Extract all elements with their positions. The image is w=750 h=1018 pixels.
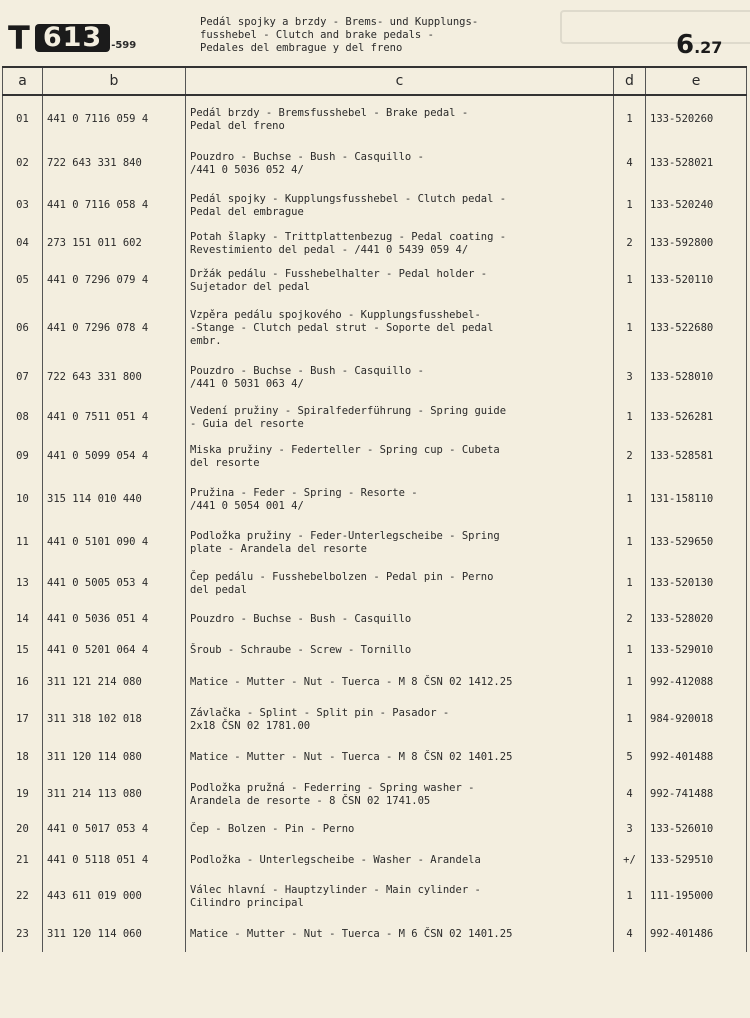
column-header-b: b — [43, 67, 186, 95]
page-number-sub: .27 — [694, 38, 723, 57]
cell-e: 133-528020 — [646, 604, 747, 635]
cell-a: 08 — [3, 399, 43, 436]
cell-a: 14 — [3, 604, 43, 635]
cell-d: 1 — [614, 184, 646, 227]
column-header-e: e — [646, 67, 747, 95]
tatra-logo — [8, 19, 137, 57]
cell-c: Pedál brzdy - Bremsfusshebel - Brake pedal - Pedal del freno — [186, 95, 614, 143]
table-row — [3, 845, 747, 876]
cell-d: 3 — [614, 356, 646, 399]
cell-b: 441 0 5036 051 4 — [43, 604, 186, 635]
cell-c: Pouzdro - Buchse - Bush - Casquillo - /441 0 5036 052 4/ — [186, 143, 614, 184]
cell-c: Držák pedálu - Fusshebelhalter - Pedal holder - Sujetador del pedal — [186, 260, 614, 301]
cell-a: 20 — [3, 814, 43, 845]
cell-a: 09 — [3, 436, 43, 477]
table-row — [3, 301, 747, 356]
cell-d: 2 — [614, 604, 646, 635]
cell-a: 23 — [3, 917, 43, 952]
cell-e: 992-741488 — [646, 775, 747, 814]
cell-b: 441 0 7296 079 4 — [43, 260, 186, 301]
cell-b: 311 120 114 060 — [43, 917, 186, 952]
page-number-main: 6 — [676, 30, 695, 60]
cell-b: 441 0 5017 053 4 — [43, 814, 186, 845]
cell-d: 1 — [614, 260, 646, 301]
table-row — [3, 95, 747, 143]
cell-a: 02 — [3, 143, 43, 184]
cell-e: 133-592800 — [646, 227, 747, 260]
cell-e: 992-412088 — [646, 666, 747, 699]
cell-d: 1 — [614, 95, 646, 143]
cell-b: 311 318 102 018 — [43, 699, 186, 740]
cell-e: 133-526281 — [646, 399, 747, 436]
cell-c: Čep - Bolzen - Pin - Perno — [186, 814, 614, 845]
table-row — [3, 666, 747, 699]
cell-e: 133-529650 — [646, 522, 747, 563]
cell-b: 441 0 5201 064 4 — [43, 635, 186, 666]
cell-c: Pružina - Feder - Spring - Resorte - /441 0 5054 001 4/ — [186, 477, 614, 522]
cell-a: 22 — [3, 876, 43, 917]
table-row — [3, 399, 747, 436]
cell-c: Pouzdro - Buchse - Bush - Casquillo — [186, 604, 614, 635]
cell-a: 01 — [3, 95, 43, 143]
cell-e: 133-528581 — [646, 436, 747, 477]
cell-a: 19 — [3, 775, 43, 814]
cell-d: 1 — [614, 477, 646, 522]
column-header-a: a — [3, 67, 43, 95]
logo-number: 613 — [35, 24, 110, 52]
cell-d: 1 — [614, 399, 646, 436]
cell-a: 21 — [3, 845, 43, 876]
cell-c: Čep pedálu - Fusshebelbolzen - Pedal pin - Perno del pedal — [186, 563, 614, 604]
cell-e: 984-920018 — [646, 699, 747, 740]
cell-a: 05 — [3, 260, 43, 301]
cell-d: 4 — [614, 917, 646, 952]
cell-e: 133-520130 — [646, 563, 747, 604]
cell-b: 722 643 331 800 — [43, 356, 186, 399]
cell-e: 133-520260 — [646, 95, 747, 143]
cell-a: 16 — [3, 666, 43, 699]
table-row — [3, 635, 747, 666]
cell-b: 441 0 7296 078 4 — [43, 301, 186, 356]
page-header — [0, 0, 750, 66]
cell-c: Podložka pružiny - Feder-Unterlegscheibe - Spring plate - Arandela del resorte — [186, 522, 614, 563]
cell-b: 722 643 331 840 — [43, 143, 186, 184]
table-row — [3, 563, 747, 604]
cell-b: 315 114 010 440 — [43, 477, 186, 522]
cell-c: Potah šlapky - Trittplattenbezug - Pedal coating - Revestimiento del pedal - /441 0 5439 059 4/ — [186, 227, 614, 260]
table-row — [3, 814, 747, 845]
table-row — [3, 775, 747, 814]
cell-d: 2 — [614, 436, 646, 477]
page-number — [676, 32, 722, 61]
cell-b: 441 0 5099 054 4 — [43, 436, 186, 477]
cell-e: 131-158110 — [646, 477, 747, 522]
cell-b: 441 0 7116 059 4 — [43, 95, 186, 143]
cell-c: Vzpěra pedálu spojkového - Kupplungsfusshebel- -Stange - Clutch pedal strut - Soporte del pedal embr. — [186, 301, 614, 356]
page-title: Pedál spojky a brzdy - Brems- und Kupplungs- fusshebel - Clutch and brake pedals - Pedales del embrague y del freno — [200, 16, 479, 54]
cell-e: 133-522680 — [646, 301, 747, 356]
cell-d: 5 — [614, 740, 646, 775]
cell-b: 311 214 113 080 — [43, 775, 186, 814]
table-row — [3, 227, 747, 260]
cell-c: Vedení pružiny - Spiralfederführung - Spring guide - Guia del resorte — [186, 399, 614, 436]
cell-b: 441 0 7116 058 4 — [43, 184, 186, 227]
cell-a: 07 — [3, 356, 43, 399]
cell-b: 441 0 5118 051 4 — [43, 845, 186, 876]
cell-d: 3 — [614, 814, 646, 845]
cell-c: Matice - Mutter - Nut - Tuerca - M 6 ČSN 02 1401.25 — [186, 917, 614, 952]
table-row — [3, 740, 747, 775]
table-row — [3, 356, 747, 399]
table-row — [3, 917, 747, 952]
table-row — [3, 699, 747, 740]
cell-e: 133-520110 — [646, 260, 747, 301]
cell-d: 1 — [614, 522, 646, 563]
cell-e: 133-528010 — [646, 356, 747, 399]
table-row — [3, 522, 747, 563]
cell-d: 1 — [614, 666, 646, 699]
cell-c: Matice - Mutter - Nut - Tuerca - M 8 ČSN 02 1412.25 — [186, 666, 614, 699]
logo-letter: T — [8, 19, 30, 57]
logo-suffix: -599 — [111, 39, 137, 51]
cell-a: 03 — [3, 184, 43, 227]
cell-e: 133-520240 — [646, 184, 747, 227]
table-row — [3, 184, 747, 227]
cell-d: 4 — [614, 143, 646, 184]
parts-table — [2, 66, 747, 952]
column-header-c: c — [186, 67, 614, 95]
cell-d: +/ — [614, 845, 646, 876]
cell-a: 10 — [3, 477, 43, 522]
cell-a: 11 — [3, 522, 43, 563]
cell-e: 133-529510 — [646, 845, 747, 876]
cell-b: 441 0 7511 051 4 — [43, 399, 186, 436]
table-header-row — [3, 67, 747, 95]
cell-d: 4 — [614, 775, 646, 814]
cell-c: Podložka pružná - Federring - Spring washer - Arandela de resorte - 8 ČSN 02 1741.05 — [186, 775, 614, 814]
cell-e: 992-401488 — [646, 740, 747, 775]
table-row — [3, 876, 747, 917]
table-row — [3, 604, 747, 635]
cell-b: 273 151 011 602 — [43, 227, 186, 260]
cell-d: 1 — [614, 563, 646, 604]
cell-c: Pouzdro - Buchse - Bush - Casquillo - /441 0 5031 063 4/ — [186, 356, 614, 399]
cell-e: 133-529010 — [646, 635, 747, 666]
cell-a: 17 — [3, 699, 43, 740]
cell-e: 111-195000 — [646, 876, 747, 917]
cell-a: 15 — [3, 635, 43, 666]
cell-b: 441 0 5005 053 4 — [43, 563, 186, 604]
cell-b: 311 120 114 080 — [43, 740, 186, 775]
cell-c: Podložka - Unterlegscheibe - Washer - Arandela — [186, 845, 614, 876]
cell-d: 1 — [614, 699, 646, 740]
cell-c: Šroub - Schraube - Screw - Tornillo — [186, 635, 614, 666]
cell-a: 18 — [3, 740, 43, 775]
cell-a: 04 — [3, 227, 43, 260]
cell-e: 133-526010 — [646, 814, 747, 845]
cell-d: 1 — [614, 876, 646, 917]
table-row — [3, 143, 747, 184]
cell-e: 133-528021 — [646, 143, 747, 184]
cell-b: 441 0 5101 090 4 — [43, 522, 186, 563]
cell-d: 2 — [614, 227, 646, 260]
table-row — [3, 477, 747, 522]
cell-b: 443 611 019 000 — [43, 876, 186, 917]
column-header-d: d — [614, 67, 646, 95]
cell-a: 13 — [3, 563, 43, 604]
cell-a: 06 — [3, 301, 43, 356]
cell-c: Závlačka - Splint - Split pin - Pasador - 2x18 ČSN 02 1781.00 — [186, 699, 614, 740]
cell-d: 1 — [614, 301, 646, 356]
cell-d: 1 — [614, 635, 646, 666]
cell-e: 992-401486 — [646, 917, 747, 952]
table-row — [3, 436, 747, 477]
cell-c: Válec hlavní - Hauptzylinder - Main cylinder - Cilindro principal — [186, 876, 614, 917]
cell-b: 311 121 214 080 — [43, 666, 186, 699]
cell-c: Matice - Mutter - Nut - Tuerca - M 8 ČSN 02 1401.25 — [186, 740, 614, 775]
cell-c: Miska pružiny - Federteller - Spring cup - Cubeta del resorte — [186, 436, 614, 477]
table-row — [3, 260, 747, 301]
cell-c: Pedál spojky - Kupplungsfusshebel - Clutch pedal - Pedal del embrague — [186, 184, 614, 227]
